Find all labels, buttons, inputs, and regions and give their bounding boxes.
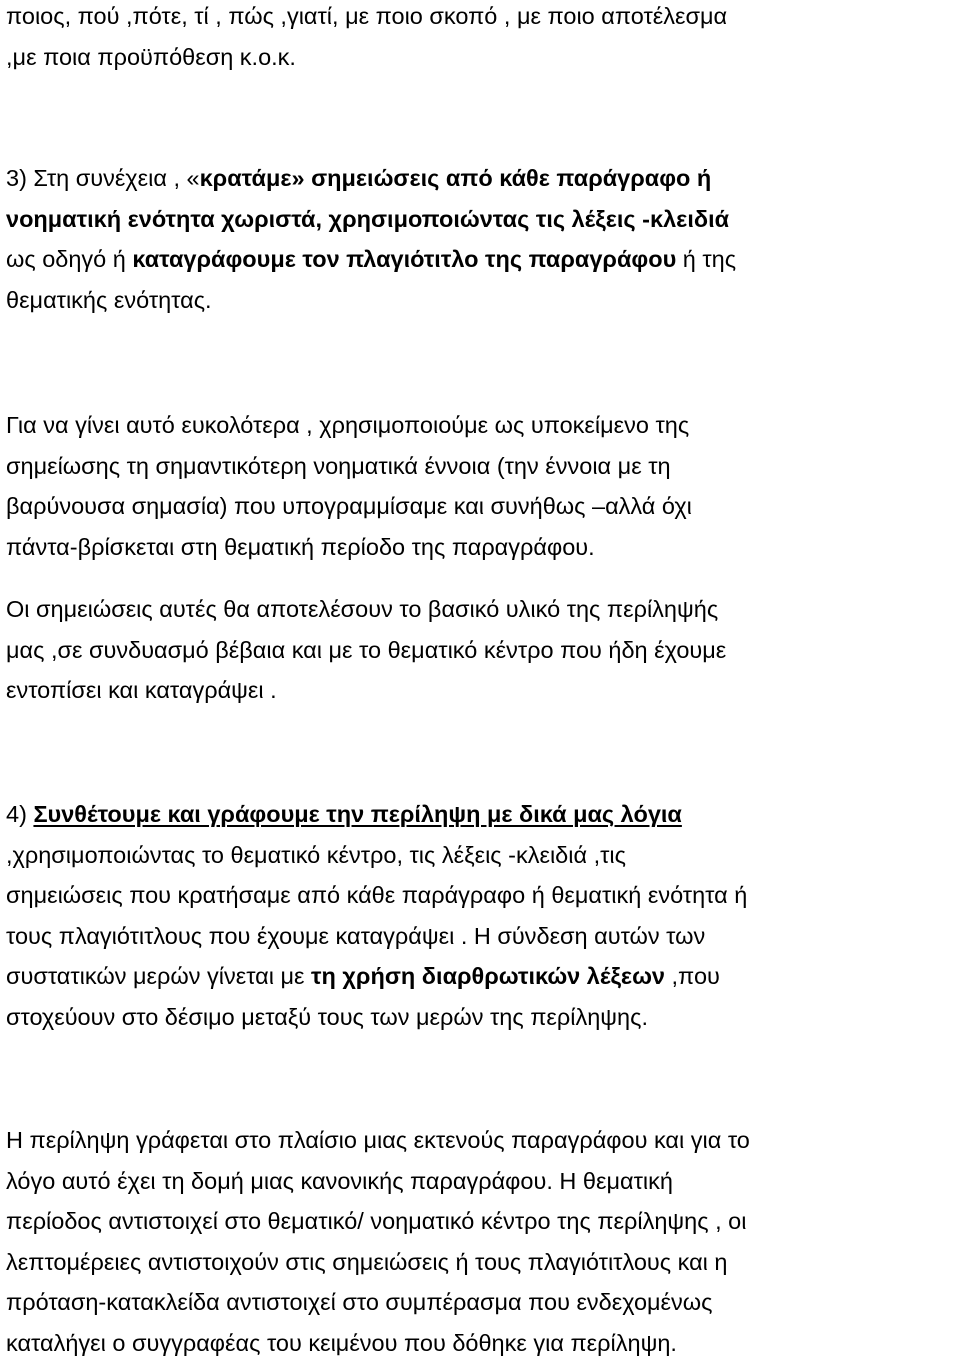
step-4-line-3: σημειώσεις που κρατήσαμε από κάθε παράγραφο ή θεματική ενότητα ή	[6, 882, 748, 909]
notes-summary-line-3: εντοπίσει και καταγράψει .	[6, 677, 277, 704]
intro-line-1: ποιος, πού ,πότε, τί , πώς ,γιατί, με ποιο σκοπό , με ποιο αποτέλεσμα	[6, 3, 728, 29]
note-line-2: σημείωσης τη σημαντικότερη νοηματικά έννοια (την έννοια με τη	[6, 452, 671, 479]
note-line-1: Για να γίνει αυτό ευκολότερα , χρησιμοποιούμε ως υποκείμενο της	[6, 412, 690, 438]
step-3-line-2	[6, 199, 736, 240]
step-3-line-3-prefix: ως οδηγό ή	[6, 246, 133, 273]
step-4-paragraph	[6, 794, 747, 1038]
step-4-line-4: τους πλαγιότιτλους που έχουμε καταγράψει . Η σύνδεση αυτών των	[6, 922, 706, 949]
closing-line-5: πρόταση-κατακλείδα αντιστοιχεί στο συμπέρασμα που ενδεχομένως	[6, 1289, 713, 1316]
note-line-3: βαρύνουσα σημασία) που υπογραμμίσαμε και συνήθως –αλλά όχι	[6, 493, 692, 520]
step-4-line-2: ,χρησιμοποιώντας το θεματικό κέντρο, τις λέξεις -κλειδιά ,τις	[6, 841, 626, 868]
step-3-line-3-bold: καταγράφουμε τον πλαγιότιτλο της παραγράφου	[132, 246, 677, 273]
step-4-line-1-prefix: 4)	[6, 801, 34, 827]
notes-summary-line-2: μας ,σε συνδυασμό βέβαια και με το θεματικό κέντρο που ήδη έχουμε	[6, 636, 727, 663]
step-3-line-3	[6, 239, 736, 280]
closing-line-2: λόγο αυτό έχει τη δομή μιας κανονικής παραγράφου. Η θεματική	[6, 1167, 673, 1194]
closing-line-6: καταλήγει ο συγγραφέας του κειμένου που δόθηκε για περίληψη.	[6, 1329, 677, 1356]
step-3-line-1	[6, 158, 736, 199]
step-3-line-4: θεματικής ενότητας.	[6, 286, 212, 313]
step-4-line-5-prefix: συστατικών μερών γίνεται με	[6, 963, 312, 990]
closing-line-4: λεπτομέρειες αντιστοιχούν στις σημειώσεις ή τους πλαγιότιτλους και η	[6, 1248, 728, 1275]
note-line-4: πάντα-βρίσκεται στη θεματική περίοδο της παραγράφου.	[6, 533, 595, 560]
step-4-line-5	[6, 956, 747, 997]
step-3-line-2-bold: νοηματική ενότητα χωριστά, χρησιμοποιώντας τις λέξεις -κλειδιά	[6, 205, 730, 232]
step-3-line-3-suffix: ή της	[676, 246, 737, 273]
closing-line-1: Η περίληψη γράφεται στο πλαίσιο μιας εκτενούς παραγράφου και για το	[6, 1127, 750, 1153]
step-4-line-1	[6, 794, 747, 835]
step-4-line-5-suffix: ,που	[665, 963, 720, 990]
note-paragraph	[6, 405, 692, 567]
step-3-paragraph	[6, 158, 736, 320]
notes-summary-paragraph	[6, 589, 726, 711]
step-3-line-1-bold: κρατάμε» σημειώσεις από κάθε παράγραφο ή	[199, 165, 712, 191]
intro-line-2: ,με ποια προϋπόθεση κ.ο.κ.	[6, 43, 296, 70]
step-4-line-6: στοχεύουν στο δέσιμο μεταξύ τους των μερών της περίληψης.	[6, 1003, 648, 1030]
notes-summary-line-1: Οι σημειώσεις αυτές θα αποτελέσουν το βασικό υλικό της περίληψής	[6, 596, 719, 622]
step-3-line-1-prefix: 3) Στη συνέχεια , «	[6, 165, 200, 191]
closing-line-3: περίοδος αντιστοιχεί στο θεματικό/ νοηματικό κέντρο της περίληψης , οι	[6, 1208, 747, 1235]
step-4-line-5-bold: τη χρήση διαρθρωτικών λέξεων	[311, 963, 665, 990]
closing-paragraph	[6, 1120, 750, 1364]
step-4-line-1-emphasis: Συνθέτουμε και γράφουμε την περίληψη με δικά μας λόγια	[33, 801, 682, 827]
intro-paragraph	[6, 0, 727, 77]
